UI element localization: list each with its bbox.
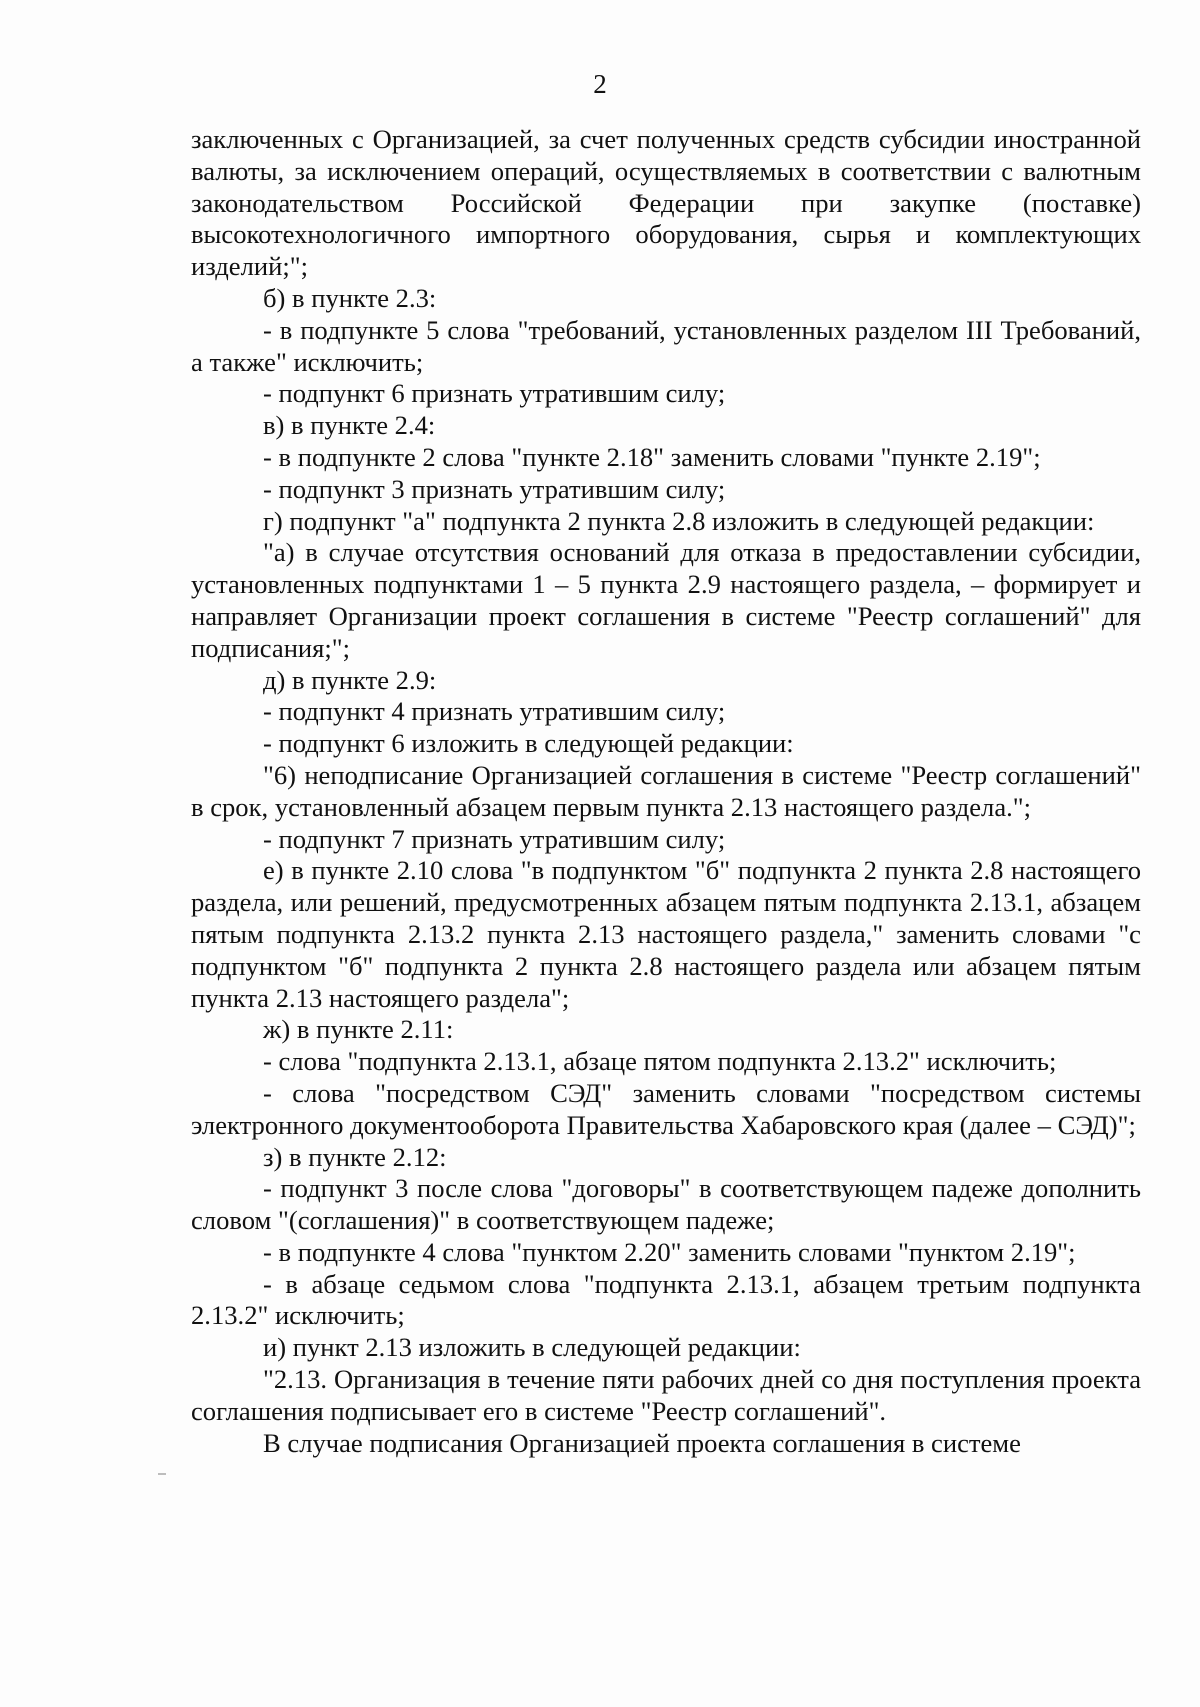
paragraph-subitem: - слова "подпункта 2.13.1, абзаце пятом подпункта 2.13.2" исключить; [263, 1046, 1057, 1077]
scan-margin-mark [158, 1473, 166, 1475]
paragraph-item-g: г) подпункт "а" подпункта 2 пункта 2.8 изложить в следующей редакции: [263, 505, 1095, 536]
paragraph-continuation: заключенных с Организацией, за счет полученных средств субсидии иностранной валюты, за исключением операций, осуществляемых в соответствии с валютным законодательством Российской Федерации при закупке (поставке) высокотехнологичного импортного оборудования, сырья и комплектующих изделий;"; [191, 124, 1141, 282]
paragraph-subitem: - подпункт 7 признать утратившим силу; [263, 823, 726, 854]
page-number: 2 [593, 69, 607, 99]
paragraph-item-i: и) пункт 2.13 изложить в следующей редакции: [263, 1332, 801, 1363]
paragraph-item-d: д) в пункте 2.9: [263, 664, 437, 695]
document-body [191, 124, 1141, 1459]
paragraph-subitem: - слова "посредством СЭД" заменить словами "посредством системы электронного документооборота Правительства Хабаровского края (далее – СЭД)"; [191, 1077, 1141, 1140]
paragraph-continuation-end: В случае подписания Организацией проекта соглашения в системе [263, 1427, 1021, 1458]
paragraph-quote: "а) в случае отсутствия оснований для отказа в предоставлении субсидии, установленных подпунктами 1 – 5 пункта 2.9 настоящего раздела, – формирует и направляет Организации проект соглашения в системе "Реестр соглашений" для подписания;"; [191, 537, 1141, 663]
paragraph-item-b: б) в пункте 2.3: [263, 282, 437, 313]
paragraph-item-e: е) в пункте 2.10 слова "в подпунктом "б" подпункта 2 пункта 2.8 настоящего раздела, или решений, предусмотренных абзацем пятым подпункта 2.13.1, абзацем пятым подпункта 2.13.2 пункта 2.13 настоящего раздела," заменить словами "с подпунктом "б" подпункта 2 пункта 2.8 настоящего раздела или абзацем пятым пункта 2.13 настоящего раздела"; [191, 855, 1141, 1013]
paragraph-subitem: - подпункт 4 признать утратившим силу; [263, 696, 726, 727]
paragraph-subitem: - подпункт 6 признать утратившим силу; [263, 378, 726, 409]
paragraph-quote: "6) неподписание Организацией соглашения в системе "Реестр соглашений" в срок, установленный абзацем первым пункта 2.13 настоящего раздела."; [191, 759, 1141, 822]
paragraph-subitem: - подпункт 6 изложить в следующей редакции: [263, 728, 794, 759]
paragraph-subitem: - в подпункте 4 слова "пунктом 2.20" заменить словами "пунктом 2.19"; [263, 1236, 1076, 1267]
paragraph-subitem: - в подпункте 2 слова "пункте 2.18" заменить словами "пункте 2.19"; [263, 441, 1041, 472]
paragraph-item-v: в) в пункте 2.4: [263, 410, 436, 441]
paragraph-subitem: - подпункт 3 признать утратившим силу; [263, 473, 726, 504]
paragraph-subitem: - подпункт 3 после слова "договоры" в соответствующем падеже дополнить словом "(соглашения)" в соответствующем падеже; [191, 1173, 1141, 1236]
paragraph-subitem: - в абзаце седьмом слова "подпункта 2.13.1, абзацем третьим подпункта 2.13.2" исключить; [191, 1268, 1141, 1331]
paragraph-item-zh: ж) в пункте 2.11: [263, 1014, 454, 1045]
paragraph-item-z: з) в пункте 2.12: [263, 1141, 447, 1172]
paragraph-quote: "2.13. Организация в течение пяти рабочих дней со дня поступления проекта соглашения подписывает его в системе "Реестр соглашений". [191, 1364, 1141, 1426]
paragraph-subitem: - в подпункте 5 слова "требований, установленных разделом III Требований, а также" исключить; [191, 314, 1141, 377]
